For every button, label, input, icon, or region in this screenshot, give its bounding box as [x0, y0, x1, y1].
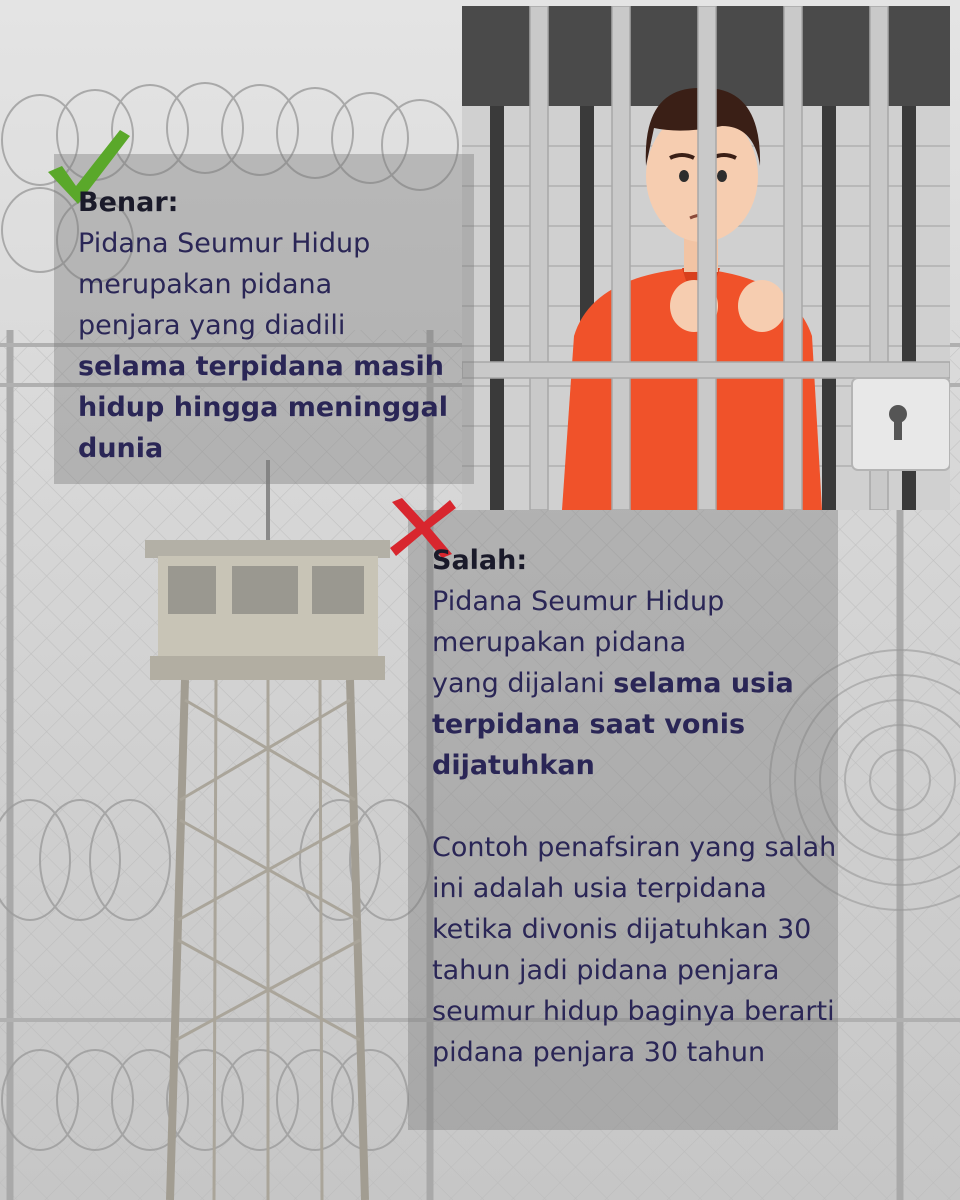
benar-emphasis: selama terpidana masih hidup hingga meninggal dunia [78, 351, 448, 464]
salah-heading: Salah: [432, 545, 528, 576]
benar-line-2: merupakan pidana [78, 269, 333, 300]
salah-line-3 [432, 663, 852, 786]
salah-line-3-prefix: yang dijalani [432, 668, 614, 699]
benar-text [78, 182, 478, 469]
salah-emphasis: selama usia terpidana saat vonis dijatuhkan [432, 668, 794, 781]
salah-line-2: merupakan pidana [432, 627, 687, 658]
salah-line-1: Pidana Seumur Hidup [432, 586, 725, 617]
benar-line-3: penjara yang diadili [78, 310, 346, 341]
salah-example: Contoh penafsiran yang salah ini adalah usia terpidana ketika divonis dijatuhkan 30 tahun jadi pidana penjara seumur hidup baginya berarti pidana penjara 30 tahun [432, 832, 837, 1068]
salah-text [432, 540, 852, 1073]
prisoner-illustration [462, 6, 950, 510]
benar-heading: Benar: [78, 187, 179, 218]
benar-line-1: Pidana Seumur Hidup [78, 228, 371, 259]
paragraph-gap [432, 786, 852, 827]
